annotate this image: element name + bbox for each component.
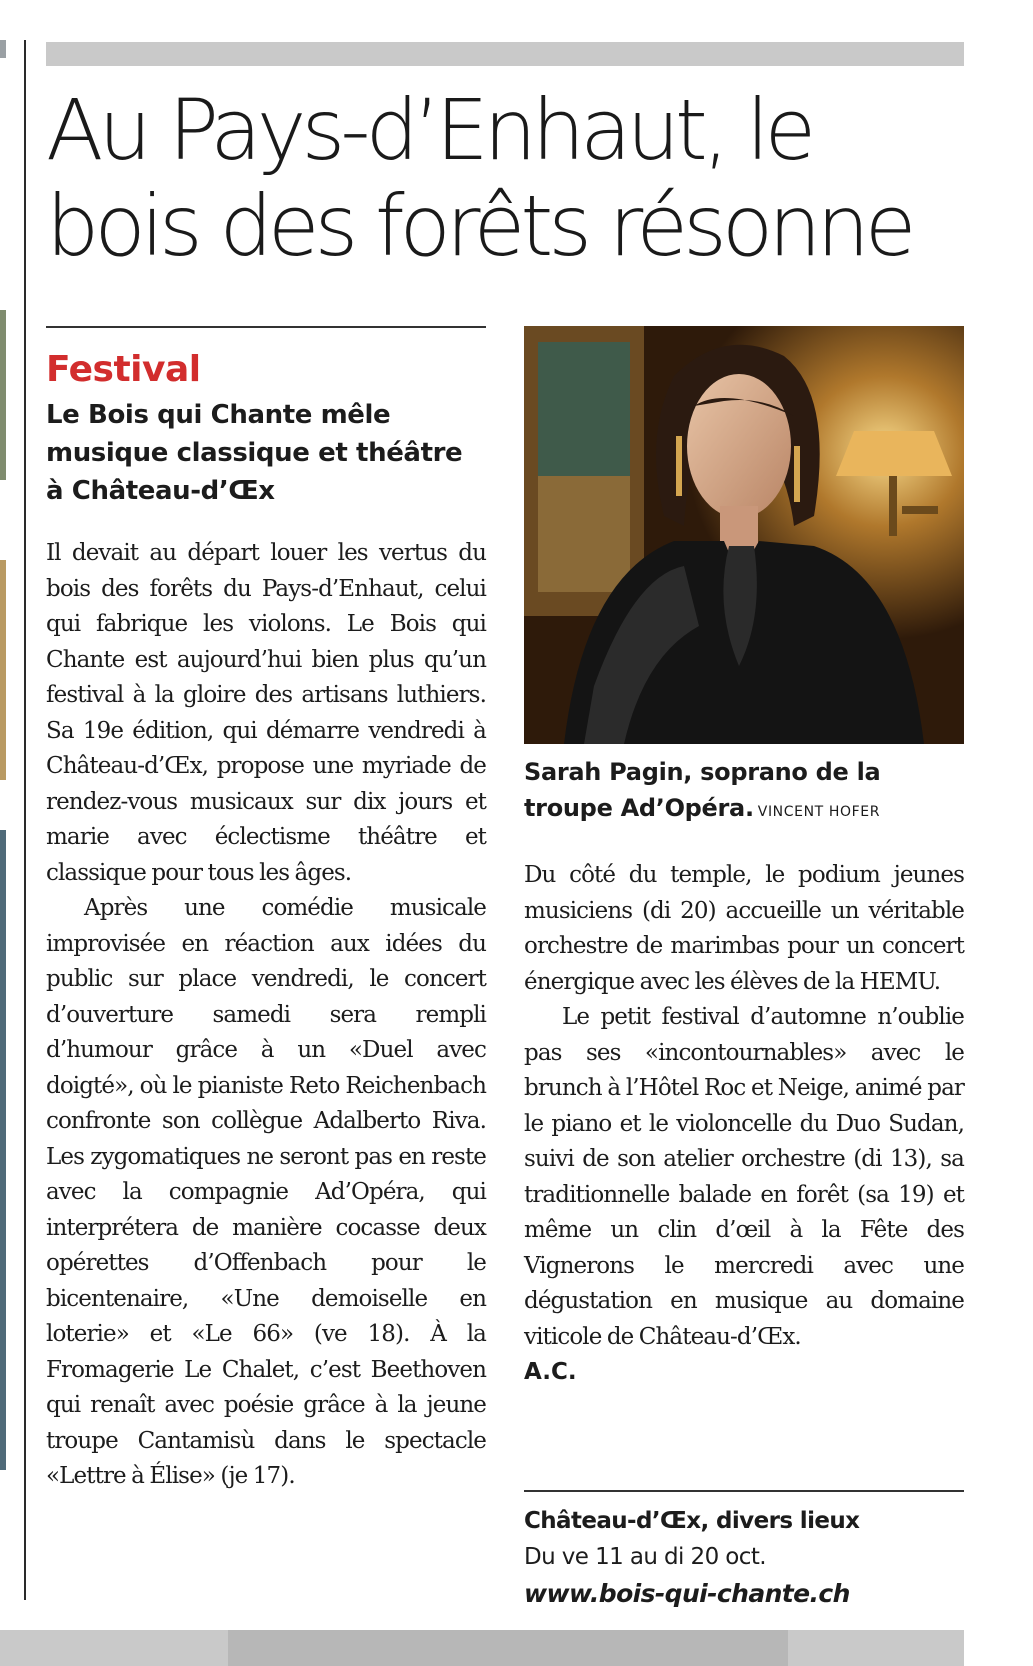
bottom-band [0,1630,964,1666]
caption-text: Sarah Pagin, soprano de la troupe Ad’Opéra. [524,758,881,822]
author-signature [524,1355,964,1391]
subhead: Le Bois qui Chante mêle musique classique et théâtre à Château-d’Œx [46,400,463,506]
photo-caption [524,754,964,830]
bottom-band-shade [228,1630,788,1666]
headline: Au Pays-d’Enhaut, le bois des forêts résonne [46,81,912,275]
paragraph-1: Il devait au départ louer les vertus du bois des forêts du Pays-d’Enhaut, celui qui fabrique les violons. Le Bois qui Chante est aujourd’hui bien plus qu’un festival à la gloire des artisans luthiers. Sa 19e édition, qui démarre vendredi à Château-d’Œx, propose une myriade de rendez-vous musicaux sur dix jours et marie avec éclectisme théâtre et classique pour tous les âges. [46,540,486,886]
section-rule [46,326,486,328]
article-body-left [46,536,486,1495]
photo-credit: VINCENT HOFER [757,804,881,820]
event-location: Château-d’Œx, divers lieux [524,1508,860,1534]
column-divider [24,40,26,1600]
article-body-right [524,858,964,1391]
event-dates: Du ve 11 au di 20 oct. [524,1544,766,1570]
adjacent-page-edge [0,0,8,1666]
author: A.C. [524,1359,577,1385]
paragraph-4: Le petit festival d’automne n’oublie pas ses «incontournables» avec le brunch à l’Hôtel Roc et Neige, animé par le piano et le violoncelle du Duo Sudan, suivi de son atelier orchestre (di 13), sa traditionnelle balade en forêt (sa 19) et même un clin d’œil à la Fête des Vignerons le mercredi avec une dégustation en musique au domaine viticole de Château-d’Œx. [524,1004,964,1350]
portrait-photo [524,326,964,744]
info-box-rule [524,1490,964,1492]
event-website-link[interactable]: www.bois-qui-chante.ch [524,1579,850,1608]
kicker: Festival [46,349,201,390]
paragraph-2: Après une comédie musicale improvisée en réaction aux idées du public sur place vendredi, le concert d’ouverture samedi sera rempli d’humour grâce à un «Duel avec doigté», où le pianiste Reto Reichenbach confronte son collègue Adalberto Riva. Les zygomatiques ne seront pas en reste avec la compagnie Ad’Opéra, qui interprétera de manière cocasse deux opérettes d’Offenbach pour le bicentenaire, «Une demoiselle en loterie» et «Le 66» (ve 18). À la Fromagerie Le Chalet, c’est Beethoven qui renaît avec poésie grâce à la jeune troupe Cantamisù dans le spectacle «Lettre à Élise» (je 17). [46,895,486,1489]
top-band [46,42,964,66]
paragraph-3: Du côté du temple, le podium jeunes musiciens (di 20) accueille un véritable orchestre de marimbas pour un concert énergique avec les élèves de la HEMU. [524,862,964,995]
portrait-image [524,326,964,744]
